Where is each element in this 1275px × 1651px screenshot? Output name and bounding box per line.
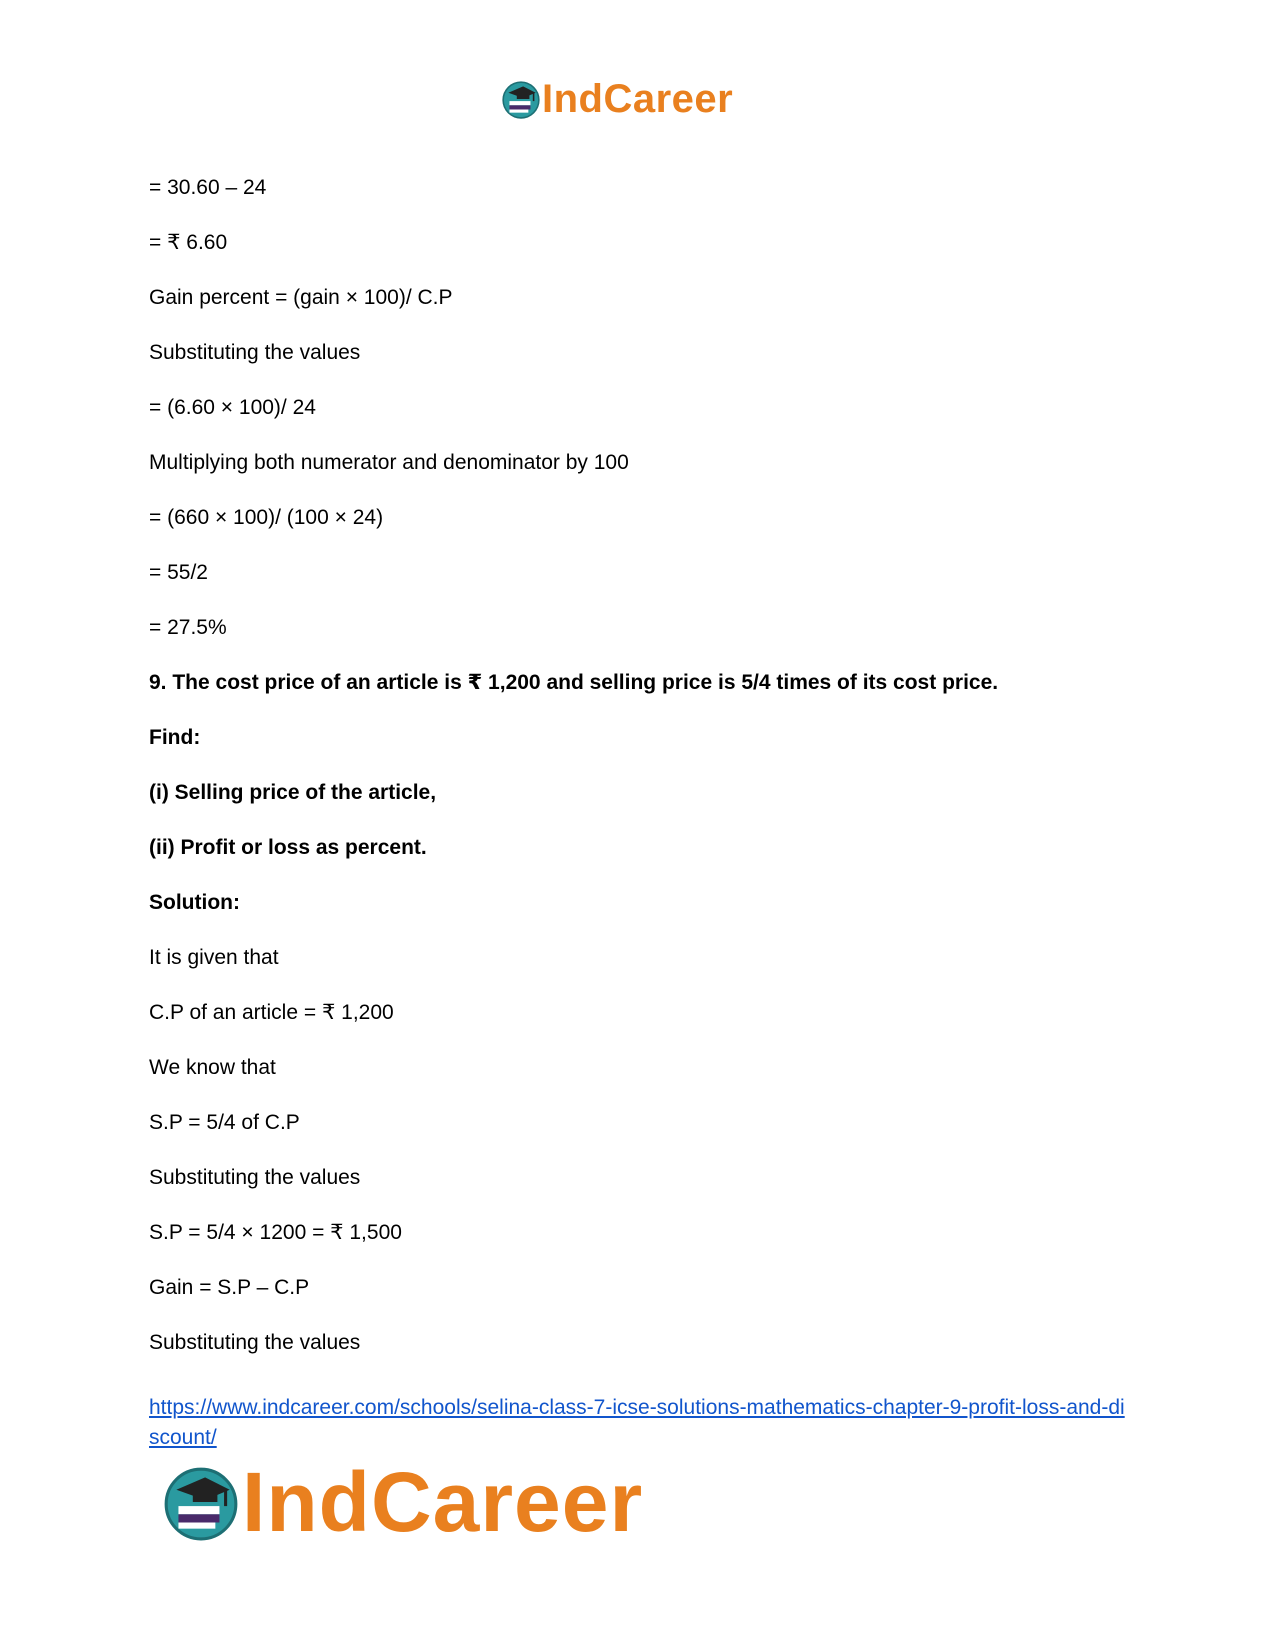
footer-logo-text: IndCareer bbox=[242, 1455, 644, 1549]
text-line: Multiplying both numerator and denominator by 100 bbox=[149, 451, 629, 474]
graduation-cap-icon bbox=[500, 78, 542, 120]
text-line: It is given that bbox=[149, 946, 279, 969]
text-line: Substituting the values bbox=[149, 341, 361, 364]
header-logo-text: IndCareer bbox=[542, 77, 734, 121]
question-heading: 9. The cost price of an article is ₹ 1,200 and selling price is 5/4 times of its cost price. bbox=[149, 671, 999, 694]
footer-logo bbox=[160, 1455, 644, 1549]
text-line: We know that bbox=[149, 1056, 276, 1079]
question-subheading: Find: bbox=[149, 726, 201, 749]
solution-heading: Solution: bbox=[149, 891, 240, 914]
text-line: Substituting the values bbox=[149, 1331, 361, 1354]
text-line: S.P = 5/4 of C.P bbox=[149, 1111, 300, 1134]
text-line: Gain = S.P – C.P bbox=[149, 1276, 310, 1299]
text-line: Substituting the values bbox=[149, 1166, 361, 1189]
graduation-cap-icon bbox=[160, 1461, 242, 1543]
text-line: = 30.60 – 24 bbox=[149, 176, 267, 199]
question-part: (ii) Profit or loss as percent. bbox=[149, 836, 427, 859]
text-line: Gain percent = (gain × 100)/ C.P bbox=[149, 286, 453, 309]
text-line: = ₹ 6.60 bbox=[149, 231, 228, 254]
text-line: = (660 × 100)/ (100 × 24) bbox=[149, 506, 384, 529]
text-line: = (6.60 × 100)/ 24 bbox=[149, 396, 316, 419]
question-part: (i) Selling price of the article, bbox=[149, 781, 437, 804]
source-link[interactable]: https://www.indcareer.com/schools/selina-class-7-icse-solutions-mathematics-chapter-9-profit-loss-and-discount/ bbox=[149, 1396, 1125, 1449]
text-line: S.P = 5/4 × 1200 = ₹ 1,500 bbox=[149, 1221, 402, 1244]
text-line: = 27.5% bbox=[149, 616, 227, 639]
text-line: = 55/2 bbox=[149, 561, 208, 584]
document-body bbox=[149, 176, 1149, 1386]
header-logo bbox=[500, 78, 733, 120]
text-line: C.P of an article = ₹ 1,200 bbox=[149, 1001, 394, 1024]
